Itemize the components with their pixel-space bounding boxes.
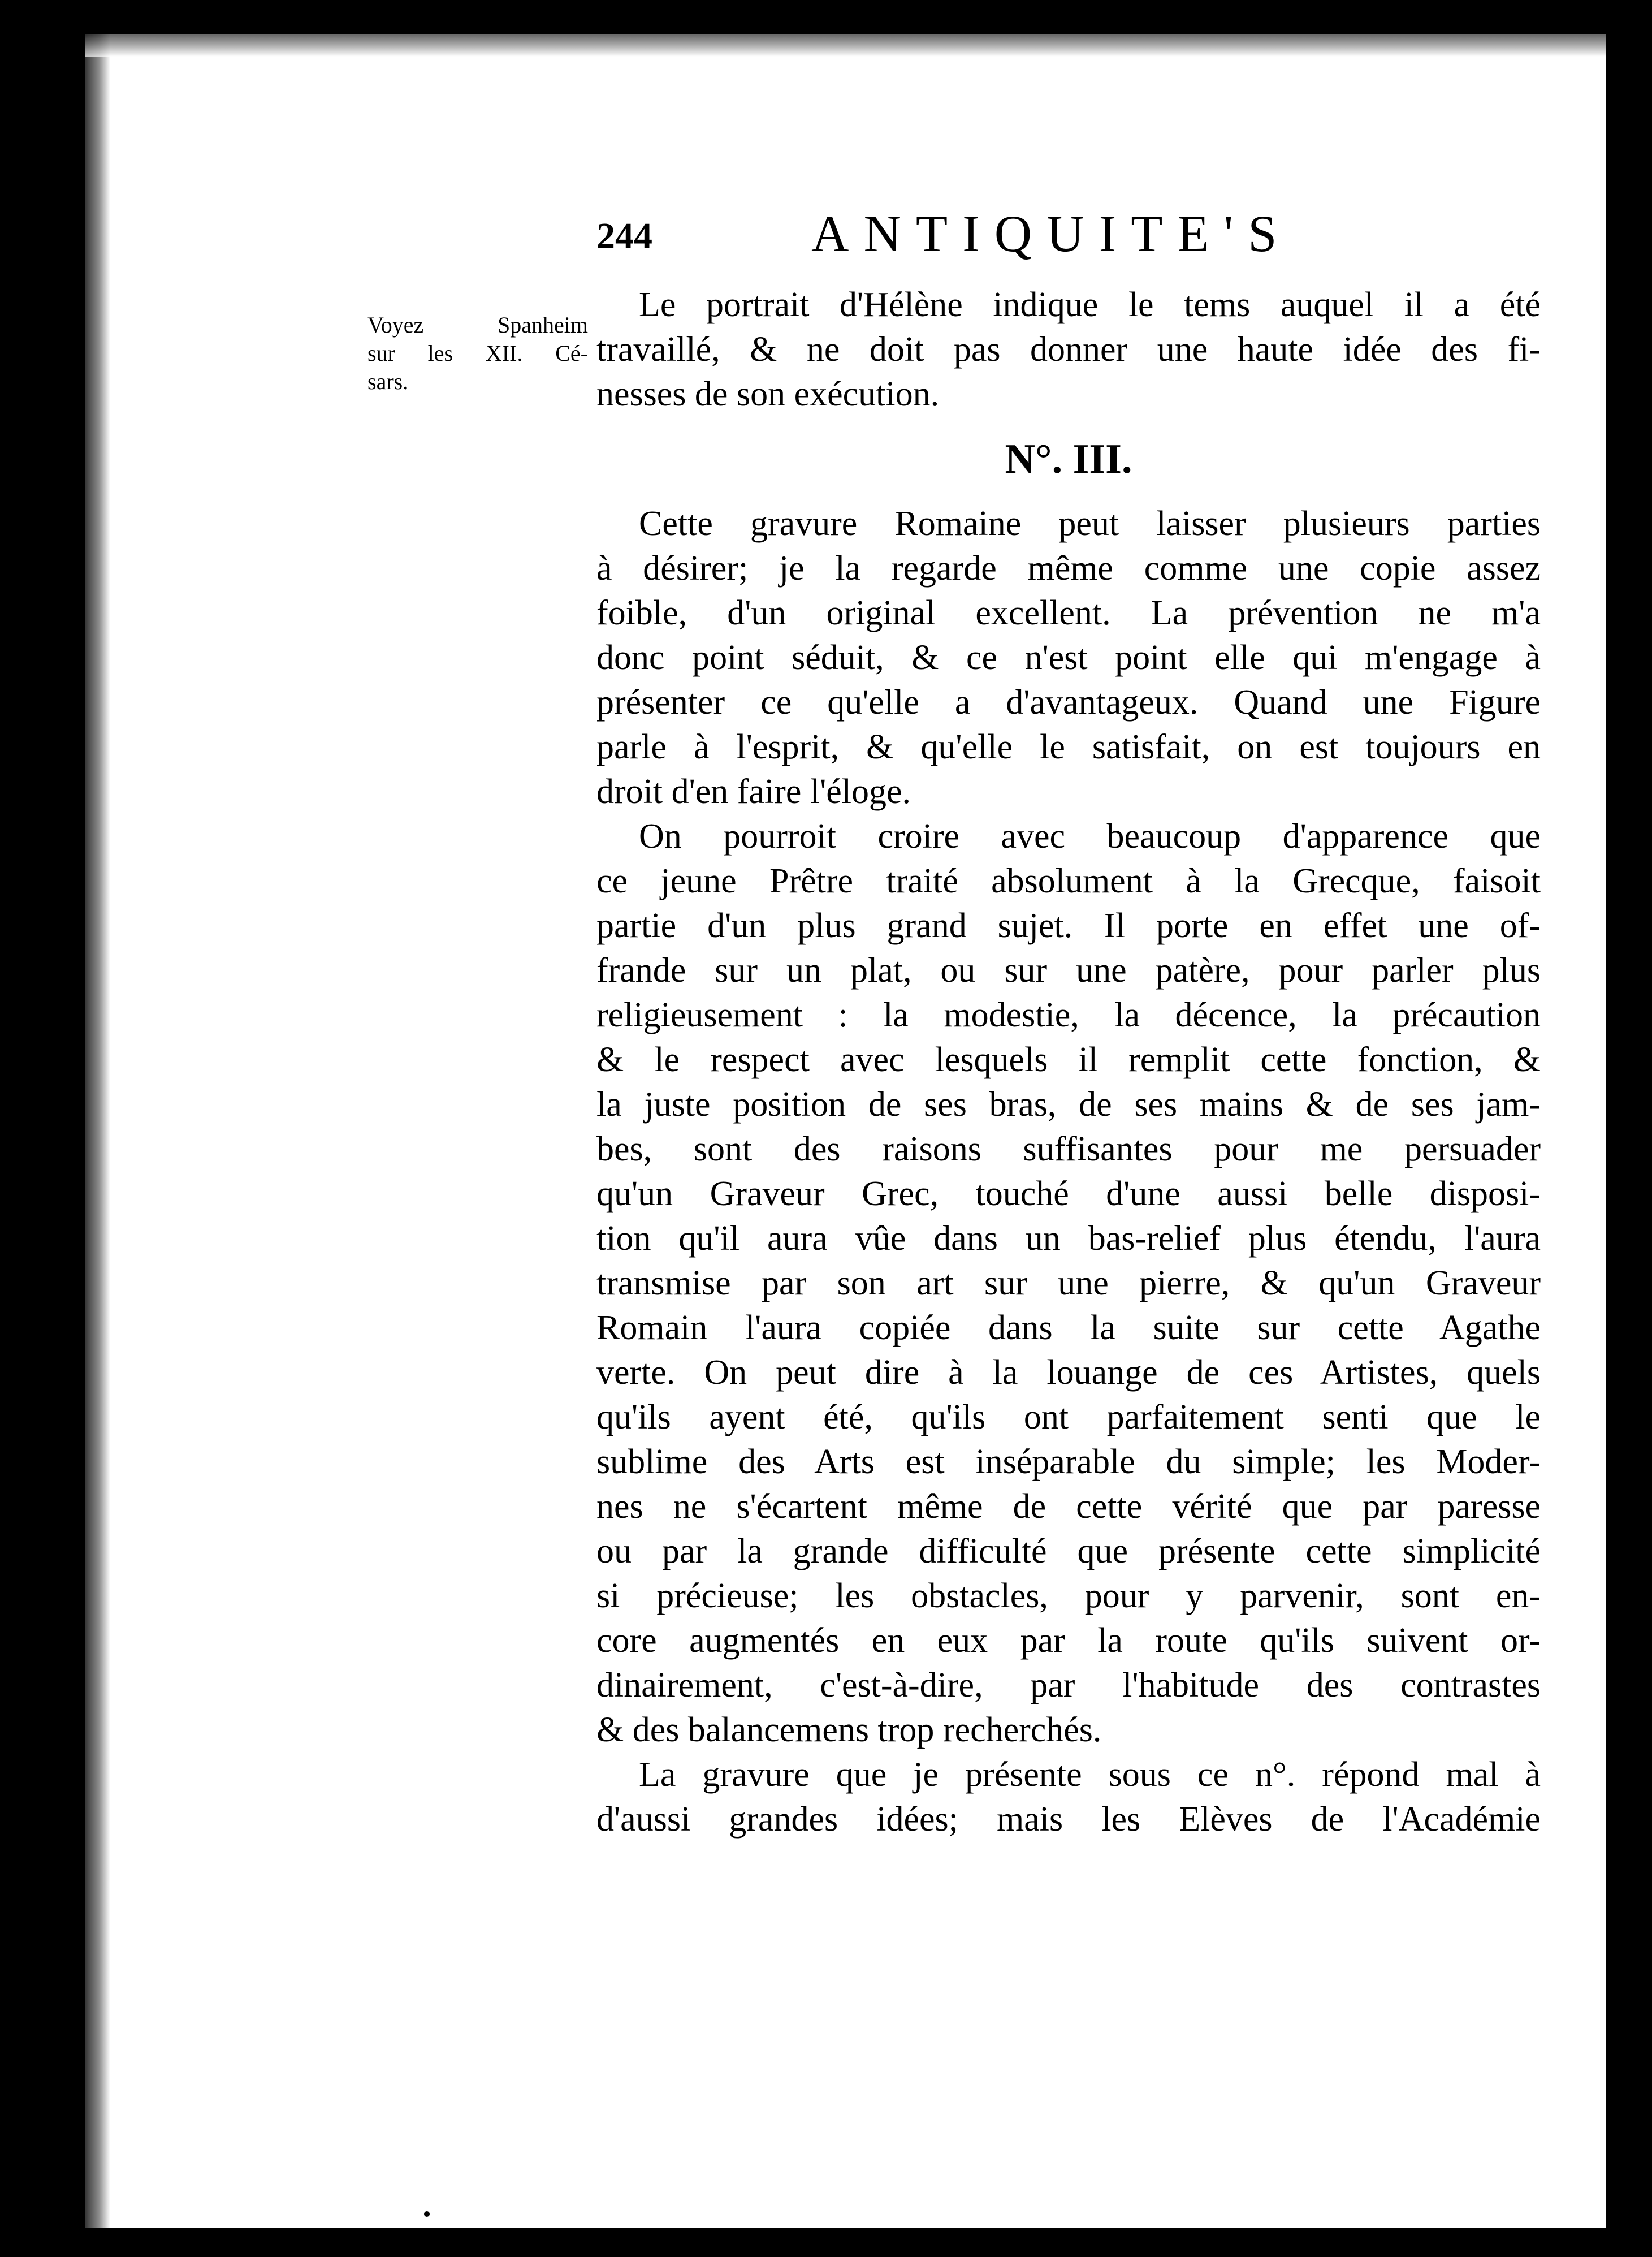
text-line: ce jeune Prêtre traité absolument à la Grecque, faisoit (596, 862, 1541, 900)
paragraph-1 (596, 283, 1541, 417)
text-line: tion qu'il aura vûe dans un bas-relief plus étendu, l'aura (596, 1219, 1541, 1258)
text-line: travaillé, & ne doit pas donner une haute idée des fi- (596, 330, 1541, 369)
section-heading: N°. III. (1005, 436, 1132, 482)
text-line: dinairement, c'est-à-dire, par l'habitude des contrastes (596, 1666, 1541, 1704)
text-line: & le respect avec lesquels il remplit cette fonction, & (596, 1041, 1541, 1079)
text-line: La gravure que je présente sous ce n°. répond mal à (639, 1755, 1541, 1794)
text-line: core augmentés en eux par la route qu'ils suivent or- (596, 1621, 1541, 1660)
running-title: ANTIQUITE'S (811, 205, 1292, 262)
book-page (85, 34, 1606, 2228)
text-line: d'aussi grandes idées; mais les Elèves de l'Académie (596, 1800, 1541, 1839)
text-line: parle à l'esprit, & qu'elle le satisfait, on est toujours en (596, 728, 1541, 766)
ink-speck (424, 2211, 430, 2217)
text-line: donc point séduit, & ce n'est point elle qui m'engage à (596, 638, 1541, 677)
text-line: Romain l'aura copiée dans la suite sur cette Agathe (596, 1309, 1541, 1347)
text-line: foible, d'un original excellent. La prévention ne m'a (596, 594, 1541, 632)
text-line: frande sur un plat, ou sur une patère, pour parler plus (596, 951, 1541, 990)
text-line: religieusement : la modestie, la décence, la précaution (596, 996, 1541, 1034)
margin-note (367, 311, 588, 396)
text-line: verte. On peut dire à la louange de ces Artistes, quels (596, 1353, 1541, 1392)
text-line: bes, sont des raisons suffisantes pour me persuader (596, 1130, 1541, 1168)
text-line: sublime des Arts est inséparable du simple; les Moder- (596, 1443, 1541, 1481)
text-line: qu'ils ayent été, qu'ils ont parfaitement senti que le (596, 1398, 1541, 1436)
main-text (596, 283, 1541, 1842)
paragraph-3 (596, 814, 1541, 1753)
page-number: 244 (596, 215, 652, 257)
text-line: la juste position de ses bras, de ses mains & de ses jam- (596, 1085, 1541, 1124)
text-line: présenter ce qu'elle a d'avantageux. Quand une Figure (596, 683, 1541, 722)
paragraph-2 (596, 502, 1541, 814)
text-line: & des balancemens trop recherchés. (596, 1711, 1102, 1749)
text-line: Le portrait d'Hélène indique le tems auquel il a été (639, 286, 1541, 324)
text-line: ou par la grande difficulté que présente cette simplicité (596, 1532, 1541, 1570)
page-header (596, 204, 1541, 271)
text-line: si précieuse; les obstacles, pour y parvenir, sont en- (596, 1577, 1541, 1615)
text-line: On pourroit croire avec beaucoup d'apparence que (639, 817, 1541, 856)
text-line: à désirer; je la regarde même comme une copie assez (596, 549, 1541, 588)
page-shadow-left (85, 34, 110, 2228)
text-line: qu'un Graveur Grec, touché d'une aussi belle disposi- (596, 1175, 1541, 1213)
paragraph-4 (596, 1753, 1541, 1842)
text-line: partie d'un plus grand sujet. Il porte en effet une of- (596, 907, 1541, 945)
margin-note-line: Voyez Spanheim (367, 312, 588, 338)
text-line: Cette gravure Romaine peut laisser plusieurs parties (639, 504, 1541, 543)
margin-note-line: sur les XII. Cé- (367, 340, 588, 366)
heading-spacer (596, 490, 1541, 502)
text-line: droit d'en faire l'éloge. (596, 773, 911, 811)
margin-note-line: sars. (367, 369, 409, 394)
page-shadow-top (85, 34, 1606, 57)
text-line: nes ne s'écartent même de cette vérité que par paresse (596, 1487, 1541, 1526)
text-line: transmise par son art sur une pierre, & qu'un Graveur (596, 1264, 1541, 1302)
text-line: nesses de son exécution. (596, 375, 940, 413)
